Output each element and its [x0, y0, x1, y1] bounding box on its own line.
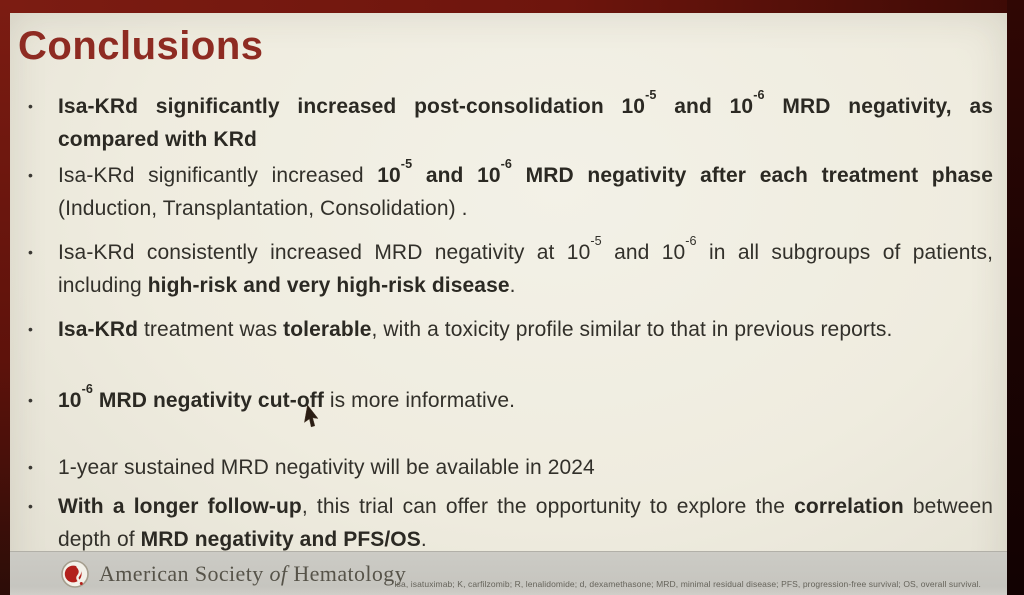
- bullet-marker-icon: •: [28, 98, 33, 114]
- bullet-text: Isa-KRd significantly increased post-consolidation $10^{-5}$ and $10^{-6}$ MRD negativity, as compared with KRd: [58, 87, 994, 151]
- bullet-text: Isa-KRd consistently increased MRD negativity at $10^{-5}$ and $10^{-6}$ in all subgroups of patients, including high-risk and very high-risk disease.: [58, 233, 993, 297]
- bullet-item: [26, 451, 993, 484]
- bullet-item: [26, 313, 993, 346]
- bullet-marker-icon: •: [28, 459, 33, 475]
- bullet-text: 1-year sustained MRD negativity will be available in 2024: [58, 456, 595, 479]
- bullet-text: Isa-KRd treatment was tolerable, with a toxicity profile similar to that in previous reports.: [58, 318, 893, 341]
- bullet-text: Isa-KRd significantly increased $10^{-5}$ and $10^{-6}$ MRD negativity after each treatment phase (Induction, Transplantation, Consolidation) .: [58, 156, 993, 220]
- footer-abbreviations: Isa, isatuximab; K, carfilzomib; R, lenalidomide; d, dexamethasone; MRD, minimal residual disease; PFS, progression-free survival; OS, overall survival.: [394, 579, 981, 589]
- bullet-marker-icon: •: [28, 167, 33, 183]
- pointer-cursor-icon: [303, 405, 321, 431]
- bullet-item: [26, 233, 993, 302]
- bullet-text: $10^{-6}$ MRD negativity cut-off is more informative.: [58, 381, 516, 412]
- slide-frame-left: [0, 0, 10, 595]
- slide: [10, 13, 1007, 595]
- bullet-marker-icon: •: [28, 498, 33, 514]
- bullet-marker-icon: •: [28, 392, 33, 408]
- bullet-marker-icon: •: [28, 321, 33, 337]
- slide-frame-right: [1007, 0, 1024, 595]
- bullet-marker-icon: •: [28, 244, 33, 260]
- footer-org-name: American Society of Hematology: [99, 560, 407, 586]
- footer-band: [10, 551, 1007, 595]
- ash-blood-drop-logo-icon: [60, 559, 90, 589]
- page-title: Conclusions: [18, 24, 264, 68]
- bullet-item: [26, 381, 993, 417]
- bullet-item: [26, 156, 993, 225]
- bullet-item: [26, 490, 993, 556]
- bullet-text: With a longer follow-up, this trial can offer the opportunity to explore the correlation between depth of MRD negativity and PFS/OS.: [58, 495, 993, 551]
- slide-frame-top: [0, 0, 1024, 13]
- bullet-item: [26, 87, 994, 156]
- bullet-list: [10, 87, 1007, 556]
